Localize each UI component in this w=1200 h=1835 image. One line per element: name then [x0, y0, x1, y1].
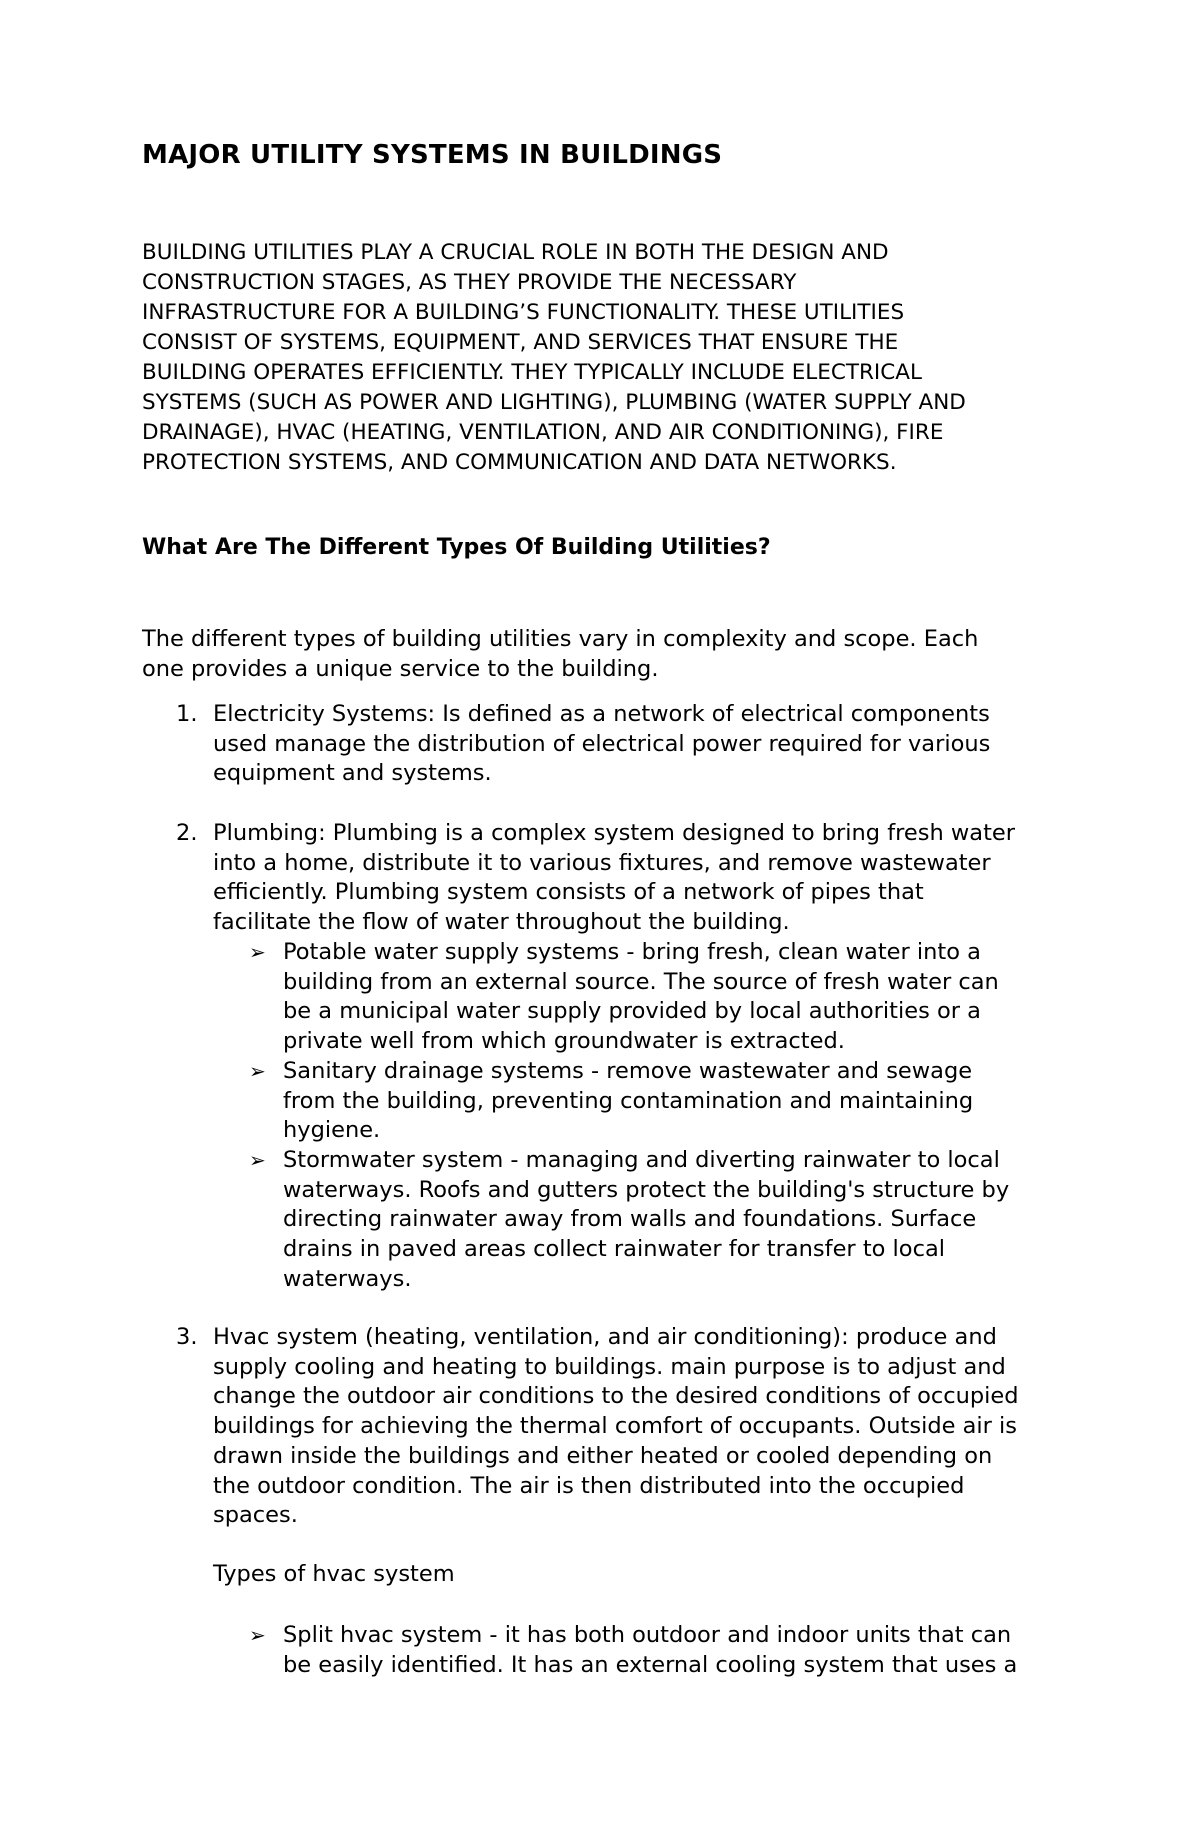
bullet-line: be easily identified. It has an external cooling system that uses a [283, 1651, 1018, 1678]
bullet-line: waterways. [283, 1265, 412, 1292]
intro-paragraph [142, 238, 966, 478]
intro-line: DRAINAGE), HVAC (HEATING, VENTILATION, AND AIR CONDITIONING), FIRE [142, 420, 944, 445]
list-item-line: drawn inside the buildings and either heated or cooled depending on [213, 1442, 993, 1469]
hvac-types-label: Types of hvac system [213, 1561, 455, 1587]
list-item-text [213, 1323, 1019, 1531]
bullet-line: be a municipal water supply provided by local authorities or a [283, 998, 981, 1025]
intro-line: CONSTRUCTION STAGES, AS THEY PROVIDE THE NECESSARY [142, 270, 797, 295]
list-item-line: facilitate the flow of water throughout the building. [213, 909, 790, 936]
bullet-item-text [283, 1146, 1009, 1295]
bullet-line: Split hvac system - it has both outdoor and indoor units that can [283, 1622, 1012, 1648]
bullet-line: from the building, preventing contamination and maintaining [283, 1087, 974, 1114]
paragraph-line: one provides a unique service to the building. [142, 655, 659, 682]
arrow-bullet-icon: ➢ [249, 1623, 266, 1647]
list-item-line: Electricity Systems: Is defined as a network of electrical components [213, 701, 990, 727]
list-item-line: supply cooling and heating to buildings. main purpose is to adjust and [213, 1353, 1006, 1380]
document-title: MAJOR UTILITY SYSTEMS IN BUILDINGS [142, 140, 723, 170]
bullet-line: building from an external source. The source of fresh water can [283, 968, 999, 995]
intro-line: BUILDING OPERATES EFFICIENTLY. THEY TYPICALLY INCLUDE ELECTRICAL [142, 360, 922, 385]
list-item-text [213, 700, 990, 789]
paragraph-line: The different types of building utilities vary in complexity and scope. Each [142, 626, 979, 652]
list-item-line: the outdoor condition. The air is then distributed into the occupied [213, 1472, 965, 1499]
list-number: 3. [176, 1324, 198, 1350]
bullet-item-text [283, 1621, 1017, 1680]
section-paragraph [142, 625, 978, 684]
bullet-line: private well from which groundwater is extracted. [283, 1028, 845, 1055]
bullet-item-text [283, 938, 999, 1057]
list-item-text [213, 819, 1015, 938]
list-item-line: Plumbing: Plumbing is a complex system designed to bring fresh water [213, 820, 1015, 846]
intro-line: INFRASTRUCTURE FOR A BUILDING’S FUNCTIONALITY. THESE UTILITIES [142, 300, 905, 325]
bullet-line: Stormwater system - managing and diverting rainwater to local [283, 1147, 1000, 1173]
list-number: 1. [176, 701, 198, 727]
list-item-line: used manage the distribution of electrical power required for various [213, 730, 991, 757]
list-item-line: change the outdoor air conditions to the desired conditions of occupied [213, 1383, 1019, 1410]
bullet-line: Sanitary drainage systems - remove wastewater and sewage [283, 1058, 973, 1084]
list-item-line: efficiently. Plumbing system consists of a network of pipes that [213, 879, 924, 906]
arrow-bullet-icon: ➢ [249, 1059, 266, 1083]
list-item-line: equipment and systems. [213, 760, 492, 787]
bullet-item-text [283, 1057, 973, 1146]
list-item-line: into a home, distribute it to various fixtures, and remove wastewater [213, 849, 991, 876]
intro-line: BUILDING UTILITIES PLAY A CRUCIAL ROLE IN BOTH THE DESIGN AND [142, 240, 889, 265]
arrow-bullet-icon: ➢ [249, 1148, 266, 1172]
list-item-line: buildings for achieving the thermal comfort of occupants. Outside air is [213, 1413, 1018, 1440]
bullet-line: hygiene. [283, 1117, 381, 1144]
section-heading: What Are The Different Types Of Building Utilities? [142, 535, 771, 560]
intro-line: PROTECTION SYSTEMS, AND COMMUNICATION AND DATA NETWORKS. [142, 450, 897, 475]
bullet-line: waterways. Roofs and gutters protect the building's structure by [283, 1176, 1010, 1203]
bullet-line: drains in paved areas collect rainwater for transfer to local [283, 1236, 945, 1263]
list-number: 2. [176, 820, 198, 846]
intro-line: CONSIST OF SYSTEMS, EQUIPMENT, AND SERVICES THAT ENSURE THE [142, 330, 899, 355]
bullet-line: Potable water supply systems - bring fresh, clean water into a [283, 939, 981, 965]
list-item-line: spaces. [213, 1502, 298, 1529]
list-item-line: Hvac system (heating, ventilation, and air conditioning): produce and [213, 1324, 997, 1350]
bullet-line: directing rainwater away from walls and foundations. Surface [283, 1206, 977, 1233]
intro-line: SYSTEMS (SUCH AS POWER AND LIGHTING), PLUMBING (WATER SUPPLY AND [142, 390, 966, 415]
arrow-bullet-icon: ➢ [249, 940, 266, 964]
